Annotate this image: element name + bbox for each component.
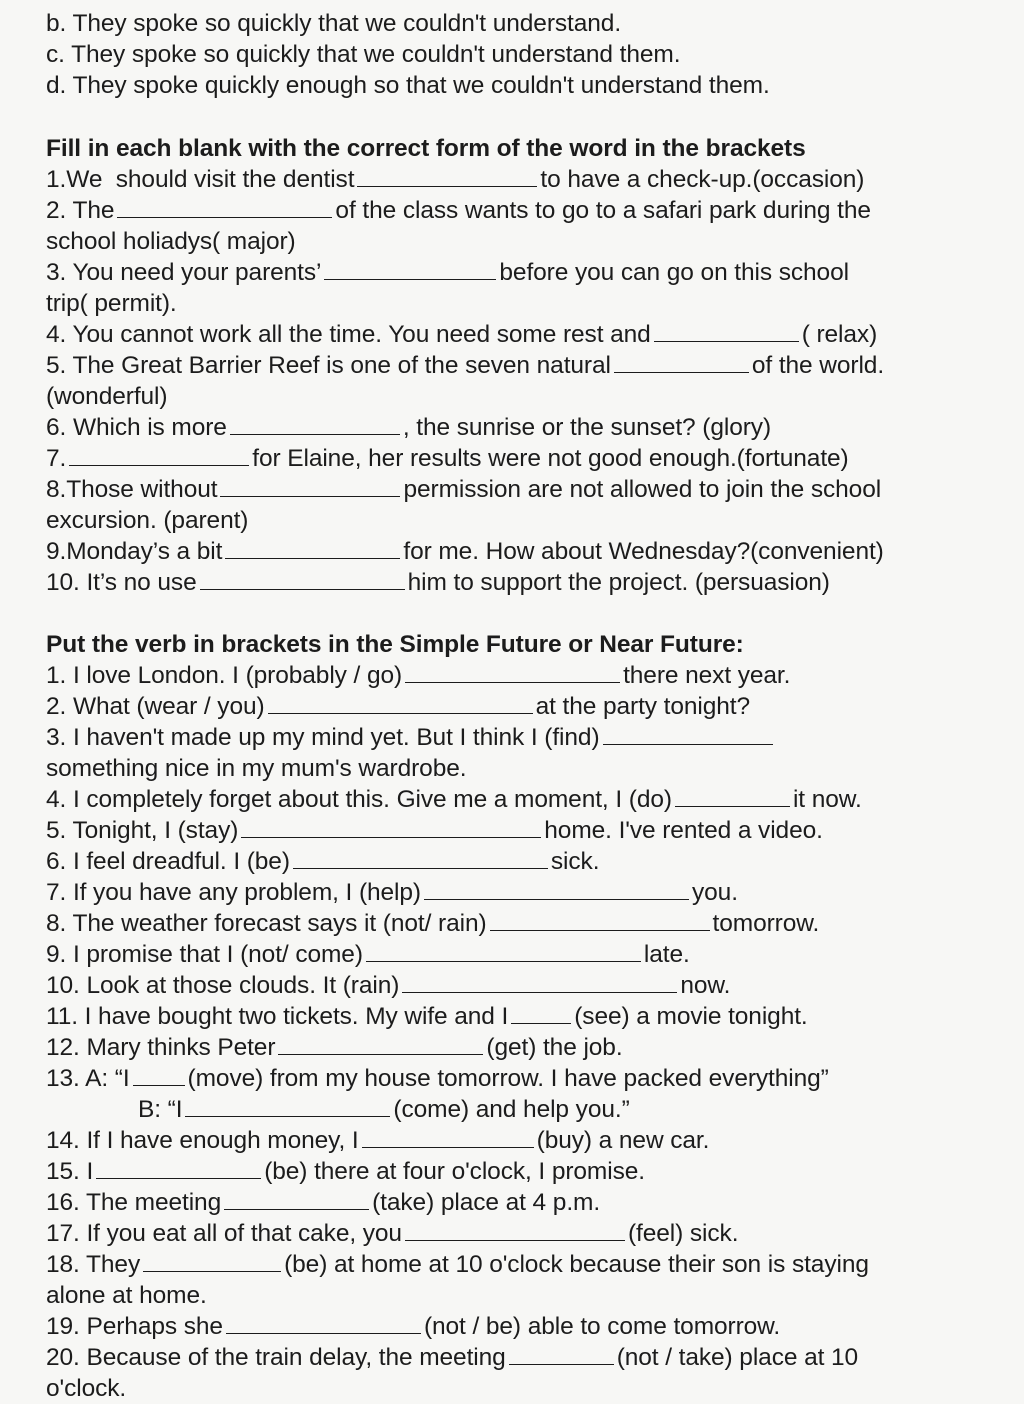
answer-blank[interactable] <box>117 197 332 218</box>
answer-blank[interactable] <box>185 1096 390 1117</box>
answer-blank[interactable] <box>268 693 533 714</box>
answer-blank[interactable] <box>143 1251 281 1272</box>
answer-blank[interactable] <box>357 166 537 187</box>
s1-q3: 3. You need your parents’ before you can go on this school <box>46 259 849 286</box>
answer-blank[interactable] <box>511 1003 571 1024</box>
s1-q4: 4. You cannot work all the time. You need some rest and ( relax) <box>46 321 878 348</box>
s2-q13-b: B: “I (come) and help you.” <box>138 1096 630 1123</box>
answer-blank[interactable] <box>224 1189 369 1210</box>
answer-blank[interactable] <box>490 910 710 931</box>
answer-blank[interactable] <box>405 662 620 683</box>
option-c: c. They spoke so quickly that we couldn't understand them. <box>46 41 681 68</box>
s2-q18: 18. They (be) at home at 10 o'clock because their son is staying <box>46 1251 869 1278</box>
s2-q18-cont: alone at home. <box>46 1282 207 1309</box>
answer-blank[interactable] <box>69 445 249 466</box>
s2-q16: 16. The meeting (take) place at 4 p.m. <box>46 1189 601 1216</box>
answer-blank[interactable] <box>278 1034 483 1055</box>
s1-q9: 9.Monday’s a bit for me. How about Wednesday?(convenient) <box>46 538 884 565</box>
answer-blank[interactable] <box>424 879 689 900</box>
s1-q8: 8.Those without permission are not allowed to join the school <box>46 476 882 503</box>
answer-blank[interactable] <box>405 1220 625 1241</box>
option-b: b. They spoke so quickly that we couldn't understand. <box>46 10 622 37</box>
s1-q5: 5. The Great Barrier Reef is one of the seven natural of the world. <box>46 352 885 379</box>
s2-q3-cont: something nice in my mum's wardrobe. <box>46 755 467 782</box>
s2-q8: 8. The weather forecast says it (not/ rain) tomorrow. <box>46 910 820 937</box>
s2-q9: 9. I promise that I (not/ come) late. <box>46 941 690 968</box>
s1-q8-cont: excursion. (parent) <box>46 507 249 534</box>
s2-q4: 4. I completely forget about this. Give me a moment, I (do) it now. <box>46 786 862 813</box>
option-d: d. They spoke quickly enough so that we couldn't understand them. <box>46 72 770 99</box>
section1-heading: Fill in each blank with the correct form of the word in the brackets <box>46 135 806 162</box>
answer-blank[interactable] <box>366 941 641 962</box>
s2-q5: 5. Tonight, I (stay) home. I've rented a video. <box>46 817 823 844</box>
s1-q2: 2. The of the class wants to go to a safari park during the <box>46 197 871 224</box>
s2-q10: 10. Look at those clouds. It (rain) now. <box>46 972 731 999</box>
answer-blank[interactable] <box>200 569 405 590</box>
answer-blank[interactable] <box>241 817 541 838</box>
answer-blank[interactable] <box>230 414 400 435</box>
s2-q20: 20. Because of the train delay, the meeting (not / take) place at 10 <box>46 1344 859 1371</box>
section2-heading: Put the verb in brackets in the Simple Future or Near Future: <box>46 631 744 658</box>
answer-blank[interactable] <box>509 1344 614 1365</box>
answer-blank[interactable] <box>96 1158 261 1179</box>
s2-q12: 12. Mary thinks Peter (get) the job. <box>46 1034 623 1061</box>
answer-blank[interactable] <box>603 724 773 745</box>
answer-blank[interactable] <box>362 1127 534 1148</box>
s2-q3: 3. I haven't made up my mind yet. But I think I (find) <box>46 722 776 753</box>
s2-q11: 11. I have bought two tickets. My wife and I (see) a movie tonight. <box>46 1003 808 1030</box>
s2-q15: 15. I (be) there at four o'clock, I promise. <box>46 1158 645 1185</box>
s2-q1: 1. I love London. I (probably / go) there next year. <box>46 662 791 689</box>
s1-q7: 7. for Elaine, her results were not good enough.(fortunate) <box>46 445 849 472</box>
s2-q20-cont: o'clock. <box>46 1375 127 1402</box>
s2-q7: 7. If you have any problem, I (help) you. <box>46 879 738 906</box>
answer-blank[interactable] <box>402 972 677 993</box>
s1-q5-cont: (wonderful) <box>46 383 168 410</box>
answer-blank[interactable] <box>225 538 400 559</box>
s2-q19: 19. Perhaps she (not / be) able to come tomorrow. <box>46 1313 781 1340</box>
answer-blank[interactable] <box>675 786 790 807</box>
s2-q2: 2. What (wear / you) at the party tonight? <box>46 693 751 720</box>
answer-blank[interactable] <box>324 259 496 280</box>
s2-q17: 17. If you eat all of that cake, you (feel) sick. <box>46 1220 739 1247</box>
answer-blank[interactable] <box>293 848 548 869</box>
s1-q6: 6. Which is more , the sunrise or the sunset? (glory) <box>46 414 772 441</box>
s1-q3-cont: trip( permit). <box>46 290 177 317</box>
s1-q1: 1.We should visit the dentist to have a check-up.(occasion) <box>46 166 865 193</box>
s1-q2-cont: school holiadys( major) <box>46 228 296 255</box>
answer-blank[interactable] <box>220 476 400 497</box>
answer-blank[interactable] <box>133 1065 185 1086</box>
s2-q14: 14. If I have enough money, I (buy) a new car. <box>46 1127 710 1154</box>
answer-blank[interactable] <box>654 321 799 342</box>
answer-blank[interactable] <box>614 352 749 373</box>
s1-q10: 10. It’s no use him to support the project. (persuasion) <box>46 569 830 596</box>
s2-q13: 13. A: “I (move) from my house tomorrow. I have packed everything” <box>46 1065 829 1092</box>
answer-blank[interactable] <box>226 1313 421 1334</box>
s2-q6: 6. I feel dreadful. I (be) sick. <box>46 848 600 875</box>
